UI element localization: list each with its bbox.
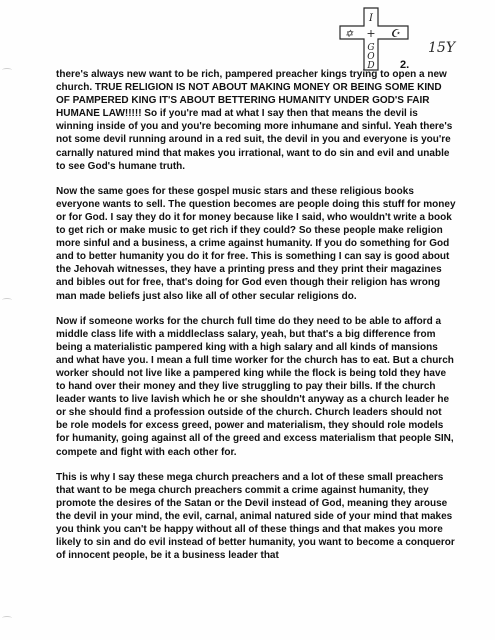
page-number: 2. xyxy=(400,59,410,71)
paragraph: Now if someone works for the church full time do they need to be able to afford a middle class life with a middleclass salary, yeah, but that's a big difference from being a materialistic pampered king with a high salary and all kinds of mansions and what have you. I mean a full time worker for the church has to eat. But a church worker should not live like a pampered king while the flock is being told they have to hand over their money and they live struggling to pay their bills. If the church leader wants to live lavish which he or she shouldn't anyway as a church leader he or she should find a profession outside of the church. Church leaders should not be role models for excess greed, power and materialism, they should role models for humanity, going against all of the greed and excess materialism that people SIN, compete and fight with each other for. xyxy=(56,315,454,458)
cross-letter-o: O xyxy=(367,52,375,62)
paragraph: there's always new want to be rich, pampered preacher kings trying to open a new church. TRUE RELIGION IS NOT ABOUT MAKING MONEY OR BEING SOME KIND OF PAMPERED KING IT'S ABOUT BETTERING HUMANITY UNDER GOD'S FAIR HUMANE LAW!!!!! So if you're mad at what I say then that means the devil is winning inside of you and you're becoming more inhumane and sinful. Yeah there's not some devil running around in a red suit, the devil in you and everyone is you're carnally natured mind that makes you irrational, want to do sin and evil and unable to see God's humane truth. xyxy=(56,69,453,172)
body-text xyxy=(56,68,456,574)
cross-letter-top: I xyxy=(369,13,373,24)
star-of-david-icon: ✡ xyxy=(344,29,354,40)
paragraph: Now the same goes for these gospel music stars and these religious books everyone wants to sell. The question becomes are people doing this stuff for money or for God. I say they do it for money because like I said, who wouldn't write a book to get rich or make music to get rich if they could? So these people make religion more sinful and a business, a crime against humanity. If you do something for God and to better humanity you do it for free. This is something I can say is good about the Jehovah witnesses, they have a printing press and they print their magazines and bibles out for free, that's doing for God even though their religion has wrong man made beliefs just also like all of other secular religions do. xyxy=(56,185,456,302)
paragraph: This is why I say these mega church preachers and a lot of these small preachers that want to be mega church preachers commit a crime against humanity, they promote the desires of the Satan or the Devil instead of God, meaning they arouse the devil in your mind, the evil, carnal, animal natured side of your mind that makes you think you can't be happy without all of these things and that makes you more likely to sin and do evil instead of better humanity, you want to become a conqueror of innocent people, be it a business leader that xyxy=(56,471,455,562)
cross-letter-g: G xyxy=(367,43,375,53)
handwritten-page-number: 15Y xyxy=(428,40,456,56)
cross-center-mark: + xyxy=(366,27,376,40)
scan-mark xyxy=(2,616,12,620)
crescent-star-icon: ☪ xyxy=(390,27,400,40)
scan-mark xyxy=(2,68,12,72)
cross-letter-d: D xyxy=(367,61,375,71)
scan-mark xyxy=(2,298,12,302)
